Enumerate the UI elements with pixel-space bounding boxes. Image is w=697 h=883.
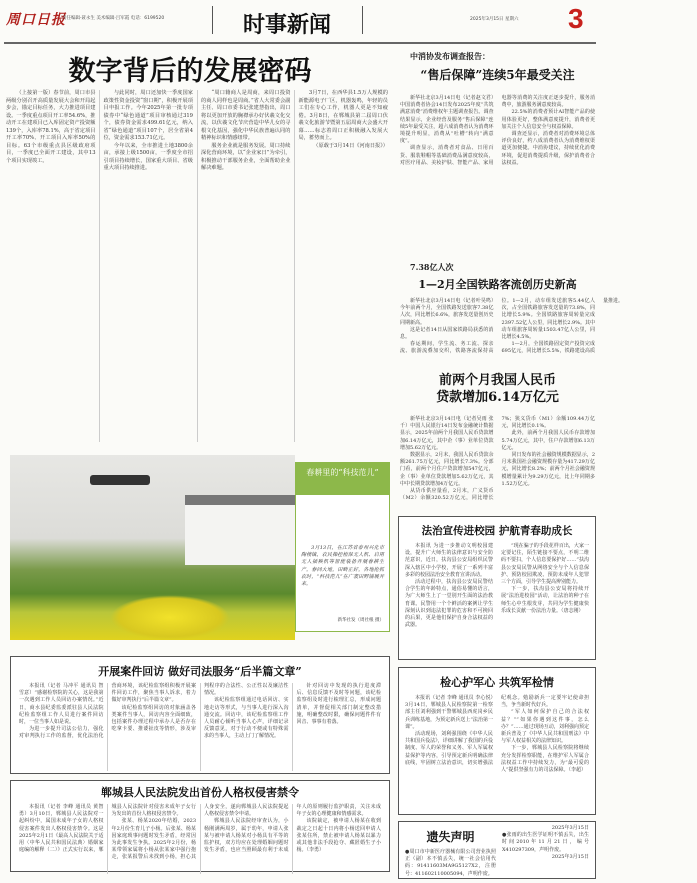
article-military <box>398 667 596 815</box>
flower-field <box>110 595 230 640</box>
issue-date: 2025年3月15日 星期六 <box>470 17 519 22</box>
main-article-body: （上接第一版）春节前，周口市县两级分别召开高质量发展大会和开局起步会，锚定目标任务，大力推进项目建设。一季度重点项目开工率54.6%，推动开工在建项目已入库固定资产投资额139个，入库率78.1%，高于省定项目开工率70%、开工项目入库率50%的目标。63个市级重点县区级政府项目，一季度已全面开工建设，其中13个项目实现竣工。 与此同时，周口还加快一季度国家政策性资金投资“窗口期”，积极开展项目申报工作。今年2025年第一批专项债券中“绿色通道”项目审核通过319个，债券资金需求499.61亿元，纳入省“绿色通道”项目107个，居全省第4位，资金需求153.71亿元。 今年以来，全市推进土地3800余亩，承接上级1500亩，一季度全市招引项目持续增长，国家重大项目、省级重大项目持续推进。 “周口籍商人是周商，来周口投资的商人同样也是周商。”省人大常委会副主任、周口市委书记张建慧指出，周口将以更加开放的胸襟承办好伏羲文化交流，以伏羲文化节庆营造中华儿女的寻根文化基因，强化中华民族普遍认同的精神标识和情感纽带。 服务企业就是服务发展。周口持续深化营商环境，以“企业家日”为牵引，积极推动干部服务企业，全面帮助企业解决难题。 3月7日，在西华县1.5万人规模的新能源电子厂区，机器轰鸣，年轻的员工们在专心工作，机器人更是不知疲倦。3月8日，在郸城县第二届周口伏羲文化旅游节暨第五届周商大会盛大开幕……标志着周口正积极融入发展大局，蓄势而上。 （原载于3月14日《河南日报》） <box>6 90 388 171</box>
main-headline: 数字背后的发展密码 <box>68 56 312 87</box>
consumer-headline: “售后保障”连续5年最受关注 <box>420 68 575 82</box>
photo-caption-box <box>295 462 390 632</box>
loans-headline: 前两个月我国人民币 贷款增加6.14万亿元 <box>436 373 559 405</box>
drone-shape <box>90 475 150 485</box>
section-divider-right <box>362 6 363 34</box>
page-number: 3 <box>568 3 584 34</box>
lost-notice-headline: 遗失声明 <box>426 830 475 844</box>
header-rule <box>4 42 596 44</box>
railway-kicker: 7.38亿人次 <box>410 262 454 272</box>
section-divider-left <box>212 6 213 34</box>
loans-body: 新华社北京3月14日电（记者吴雨 张千）中国人民银行14日发布金融统计数据显示，2025年前两个月我国人民币贷款增加6.14万亿元，其中企（事）业单位贷款增加5.62万亿元。 数据显示，2月末，我国人民币贷款余额261.75万亿元，同比增长7.3%。分部门看，前两个月住户贷款增加547亿元，企（事）业单位贷款增加5.62万亿元，其中中长期贷款增加4万亿元。 从货币供应量看，2月末，广义货币（M2）余额320.52万亿元，同比增长7%；狭义货币（M1）余额109.44万亿元，同比增长0.1%。 此外，前两个月我国人民币存款增加5.74万亿元，其中，住户存款增加6.13万亿元。 同日发布的社会融资规模数据显示，2月末我国社会融资规模存量为417.29万亿元，同比增长8.2%；前两个月社会融资规模增量累计为9.29万亿元，比上年同期多1.52万亿元。 <box>400 416 595 502</box>
military-body: 本报讯（记者 李峰 通讯员 李心悦）3月14日，郸城县人民检察院第一检察部主任刘利强到干警郸城县西虎岗乡民兵训练基地，为预定新兵送上“法治第一课”。 活动现场，刘利强围绕《中华人民共和国兵役法》，详细讲解了我国的兵役制度、军人的荣誉和义务、军人军属权益保护等内容，引导预定新兵明确法律底线，牢固树立法治意识，切实增强法纪观念。勉励新兵一定要牢记使命担当，争当新时代好兵。 “军人如何保护自己的合法权益？”“如果你遇到这件事，怎么办？”……通过现场互动，刘利强向预定新兵普及了《中华人民共和国刑法》中与军人权益相关的法律知识。 下一步，郸城县人民检察院将继续充分发挥检察职能，在维护军人军属合法权益工作中持续发力，为“最可爱的人”提供坚强有力的司法保障。（李超） <box>405 695 589 774</box>
revisit-headline: 开展案件回访 做好司法服务“后半篇文章” <box>98 665 302 678</box>
consumer-body: 新华社北京3月14日电（记者赵文君）中国消费者协会14日发布2025年度“共筑满意消费”消费维权年主题调查报告。调查结果显示，企业经营及服务“售后保障”连续5年最受关注，超六成消费者认为消费环境提升明显，消费从“吐槽”转向“满意度”。 调查显示，消费者对食品、日用百货、服装鞋帽等基础消费品满意度较高，对医疗用品、美妆护肤、智能产品、家用电器等消费的关注度正逐步提升，服务消费中，旅游服务满意度较高。 22.5%的消费者预计AI智能产品的使用体验更好，整体满意度提升，消费者更加关注个人信息安全与权益保障。 调查还显示，消费者对消费环境总体评价良好，约八成消费者认为消费维权渠道更加便捷。中消协建议，持续优化消费环境，促进消费提质升级，保护消费者合法权益。 <box>400 95 595 166</box>
editor-credits: 责任编辑·聂永生 美术编辑·吕军霞 电话：6199520 <box>62 16 165 21</box>
photo-credit: 新华社发（周社根 摄） <box>337 618 384 623</box>
consumer-kicker: 中消协发布调查报告： <box>410 51 490 61</box>
railway-body: 新华社北京3月14日电（记者叶昊鸣）今年前两个月，全国铁路发送旅客7.38亿人次，同比增长6.6%，旅客发送量创历史同期新高。 这是记者14日从国家铁路局获悉的消息。 春运期间，学生流、务工流、探亲流、旅游流叠加交织，铁路客流保持高位。1—2月，动车组发送旅客5.44亿人次，占全国铁路旅客发送量的73.8%，同比增长5.9%。全国铁路旅客周转量完成2397.52亿人公里，同比增长2.9%。其中动车组旅客周转量1503.47亿人公里，同比增长4.5%。 1—2月，全国铁路固定资产投资完成695亿元，同比增长5.5%，铁路建设高质量推进。 <box>400 298 624 355</box>
article-revisit <box>10 656 390 774</box>
article-school <box>398 516 596 660</box>
injunction-body: 本报讯（记者 李峰 通讯员 黄智勇）3月10日，郸城县人民法院对一起纠纷中，属国未成年子女的人格权侵害案件发出人格权侵害禁令。这是2025年2月1日《最高人民法院关于适用〈中华人民共和国民法典〉婚姻家庭编的解释（二）》正式实行以来，郸城县人民法院针对侵害未成年子女行为发出的首份人格权侵害禁令。 张某、杨某2020年结婚，2023年2月份生育儿子小杨。后张某、杨某因家庭琐事问题时发生矛盾，经常因为此事发生争执。2025年2月份，杨某带领家属将小杨从张某家中强行抱走，张某报警后未找到小杨，担心其人身安全，遂向郸城县人民法院提起人格权侵害禁令申请。 郸城县人民法院经审查认为，小杨刚满两周岁，属于幼年，申请人张某与被申请人杨某对小杨具有平等的监护权，双方均应在处理婚姻问题时发生矛盾，也应当照顾最有利于未成年人的原则履行监护职责，关注未成年子女的心理健康和情感需求。 该院裁定，被申请人杨某在收到裁定之日起十日内将小杨送回申请人张某住所，禁止被申请人杨某以暴力或其他非法手段抢夺、藏匿婚生子小杨。（李勇） <box>19 804 381 861</box>
section-title: 时事新闻 <box>242 13 331 38</box>
photo-title-band <box>296 463 389 495</box>
school-body: 本报讯 为进一步推动文明校园建设，提升广大师生的法律意识与安全防范意识，近日，扶沟县公安局组织民警深入辖区中小学校，开展了一系列丰富多彩的校园法治安全教育宣讲活动。 活动过程中，扶沟县公安局民警结合学生的年龄特点，通俗易懂的语言，为广大师生上了一堂别开生面的法治教育课。民警用一个个鲜活的案例让学生深刻认识到违法犯罪的危害和不可挽回的后果，更是他们保护自身合法权益的武器。 “现在骗子的手段花样百出，大家一定要记住，陌生链接不要点，不明二维码不要扫，个人信息要保护好……”扶沟县公安局民警从网络安全与个人信息保护、预防校园欺凌、预防未成年人犯罪三个方面，引导学生提高辨别能力。 下一步，扶沟县公安局将持续开展“法治进校园”活动，让法治的种子在师生心中生根发芽，共同为学生健康快乐成长贡献一份法治力量。（唐志刚） <box>405 543 589 629</box>
article-injunction <box>10 780 390 872</box>
railway-headline: 1—2月全国铁路客流创历史新高 <box>418 278 577 291</box>
school-headline: 法治宣传进校园 护航青春助成长 <box>421 525 573 537</box>
masthead <box>0 0 600 44</box>
house-shape <box>185 495 295 565</box>
injunction-headline: 郸城县人民法院发出首份人格权侵害禁令 <box>101 786 299 799</box>
military-headline: 检心护军心 共筑军检情 <box>440 676 554 689</box>
revisit-body: 本报讯（记者 马冲平 通讯员 智雪意）“感谢检察院的关心，这是我第一次遇到工作人员回访办案情况。”近日，商水县纪委监委派驻县人民法院纪检监察组工作人员进行案件回访时，一位当事人如是说。 为进一步提升司法公信力，强化对审判执行工作的监督，优化法治化营商环境，该纪检监察组积极开展案件回访工作，聚焦当事人诉求，着力做好审判执行“后半篇文章”。 该纪检监察组回访的对象涵盖各类案件当事人，回访内容全面细致，包括案件办理过程中承办人是否存在吃拿卡要、推诿扯皮等情形，涉及审判程序的合法性、公正性以及廉洁性情况。 该纪检监察组通过电话回访、实地走访等形式，与当事人进行深入沟通交流。回访中，该纪检监察组工作人员耐心倾听当事人心声，详细记录反馈意见，对于行动不便或有特殊需求的当事人，主动上门了解情况。 针对回访中发现的执行进度滞后、信息反馈不及时等问题，该纪检监察组及时进行梳理汇总，形成问题清单，并督促相关部门制定整改措施，明确整改时限，确保问题件件有回音、事事有着落。 <box>19 683 381 740</box>
news-photo <box>10 455 295 640</box>
photo-title: 春耕里的“科技范儿” <box>306 468 379 477</box>
newspaper-logo: 周口日报 <box>6 12 66 28</box>
lost-notice: 遗失声明 ●周口市中新医疗器械有限公司营业执照正（副）本不慎丢失，统一社会信用代码：91411603MA9G5127X2，注册号：411602110005094，声明作废。 2025年3月15日 ●张雨的出生医学证明不慎丢失，出生时间2010年11月21日，编号X410297309，声明作废。 2025年3月15日 <box>398 821 596 879</box>
photo-caption: 3月13日，在江苏省泰州兴化市陶楼镇，农民操控植保无人机、启用无人插秧机等智能装备开展春耕生产。春回大地，田畴正好，各地抢抓农时，“科技范儿”在广袤田野铺展开来。 <box>301 545 384 588</box>
